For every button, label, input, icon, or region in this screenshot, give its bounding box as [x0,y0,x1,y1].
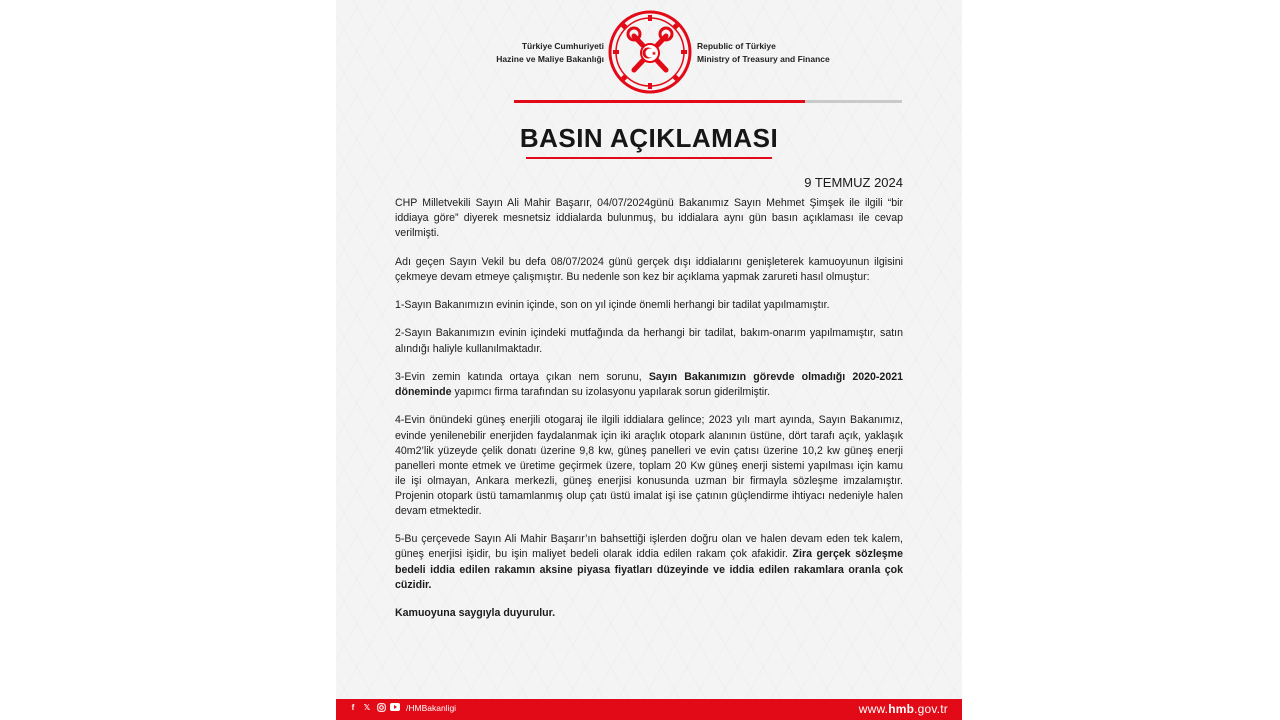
press-release-page [336,0,962,720]
paragraph-1: CHP Milletvekili Sayın Ali Mahir Başarır, 04/07/2024günü Bakanımız Sayın Mehmet Şimşek ile ilgili “bir iddiaya göre” diyerek mesnetsiz iddialarda bulunmuş, bu iddialara aynı gün basın açıklaması ile cevap verilmişti. [395,197,903,240]
footer-bar [336,699,962,720]
instagram-icon[interactable] [376,703,386,713]
paragraph-5 [395,370,903,400]
website-link[interactable] [859,702,948,716]
paragraph-5-start: 3-Evin zemin katında ortaya çıkan nem sorunu, [395,370,649,383]
ministry-name-english [697,40,837,66]
release-date: 9 TEMMUZ 2024 [804,175,903,190]
ministry-line-1-en: Republic of Türkiye [697,41,776,51]
x-icon[interactable]: 𝕏 [363,703,371,712]
paragraph-4: 2-Sayın Bakanımızın evinin içindeki mutfağında da herhangi bir tadilat, bakım-onarım yapılmamıştır, satın alındığı haliyle kullanılmaktadır. [395,327,903,355]
site-domain-bold: hmb [888,702,915,716]
site-suffix: .gov.tr [914,702,948,716]
site-prefix: www. [858,702,889,716]
social-handle[interactable]: /HMBakanligi [406,703,457,713]
paragraph-2: Adı geçen Sayın Vekil bu defa 08/07/2024 günü gerçek dışı iddialarını genişleterek kamuoyunun ilgisini çekmeye devam etmeye çalışmıştır. Bu nedenle son kez bir açıklama yapmak zarureti hasıl olmuştur: [395,255,903,283]
closing-line-text: Kamuoyuna saygıyla duyurulur. [395,607,556,620]
youtube-icon[interactable] [390,703,400,713]
paragraph-5-bold: Sayın Bakanımızın görevde olmadığı 2020-2021 döneminde [395,370,903,399]
ministry-line-2-tr: Hazine ve Maliye Bakanlığı [496,54,604,64]
paragraph-7-bold: Zira gerçek sözleşme bedeli iddia edilen rakamın aksine piyasa fiyatları düzeyinde ve iddia edilen rakamlara oranla çok cüzidir. [395,548,903,591]
release-body [395,196,903,634]
ministry-name-turkish [496,40,604,66]
social-links [348,703,456,713]
ministry-line-1-tr: Türkiye Cumhuriyeti [521,41,604,51]
header-divider [514,100,902,103]
paragraph-6: 4-Evin önündeki güneş enerjili otogaraj ile ilgili iddialara gelince; 2023 yılı mart ayında, Sayın Bakanımız, evinde yenilenebilir enerjiden faydalanmak için iki araçlık otopark alanının üstüne, dört tarafı açık, yaklaşık 40m2’lik yüzeyde çelik donatı üzerine 9,8 kw, güneş panelleri ve evin çatısı üzerine 10,2 kw güneş enerji panelleri monte etmek ve üretime geçirmek üzere, toplam 20 Kw güneş enerji sistemi yapılması için kamu ile işi olmayan, Ankara merkezli, güneş enerjisi konusunda uzman bir firmayla sözleşme imzalamıştır. Projenin otopark üstü tamamlanmış olup çatı üstü imalat işi ise çatının güçlendirme ihtiyacı nedeniyle halen devam etmektedir. [395,414,903,517]
page-title: BASIN AÇIKLAMASI [519,123,779,153]
ministry-line-2-en: Ministry of Treasury and Finance [697,54,830,64]
paragraph-3: 1-Sayın Bakanımızın evinin içinde, son on yıl içinde önemli herhangi bir tadilat yapılmamıştır. [395,299,830,312]
facebook-icon[interactable]: f [351,703,355,712]
paragraph-5-end: yapımcı firma tarafından su izolasyonu yapılarak sorun giderilmiştir. [451,386,771,399]
paragraph-7 [395,532,903,592]
title-underline [526,157,772,159]
paragraph-7-start: 5-Bu çerçevede Sayın Ali Mahir Başarır’ın bahsettiği işlerden doğru olan ve halen devam eden tek kalem, güneş enerjisi işidir, bu işin maliyet bedeli olarak iddia edilen rakam çok afakidir. [395,533,903,561]
closing-line [395,606,903,621]
ministry-seal-logo [608,10,692,94]
